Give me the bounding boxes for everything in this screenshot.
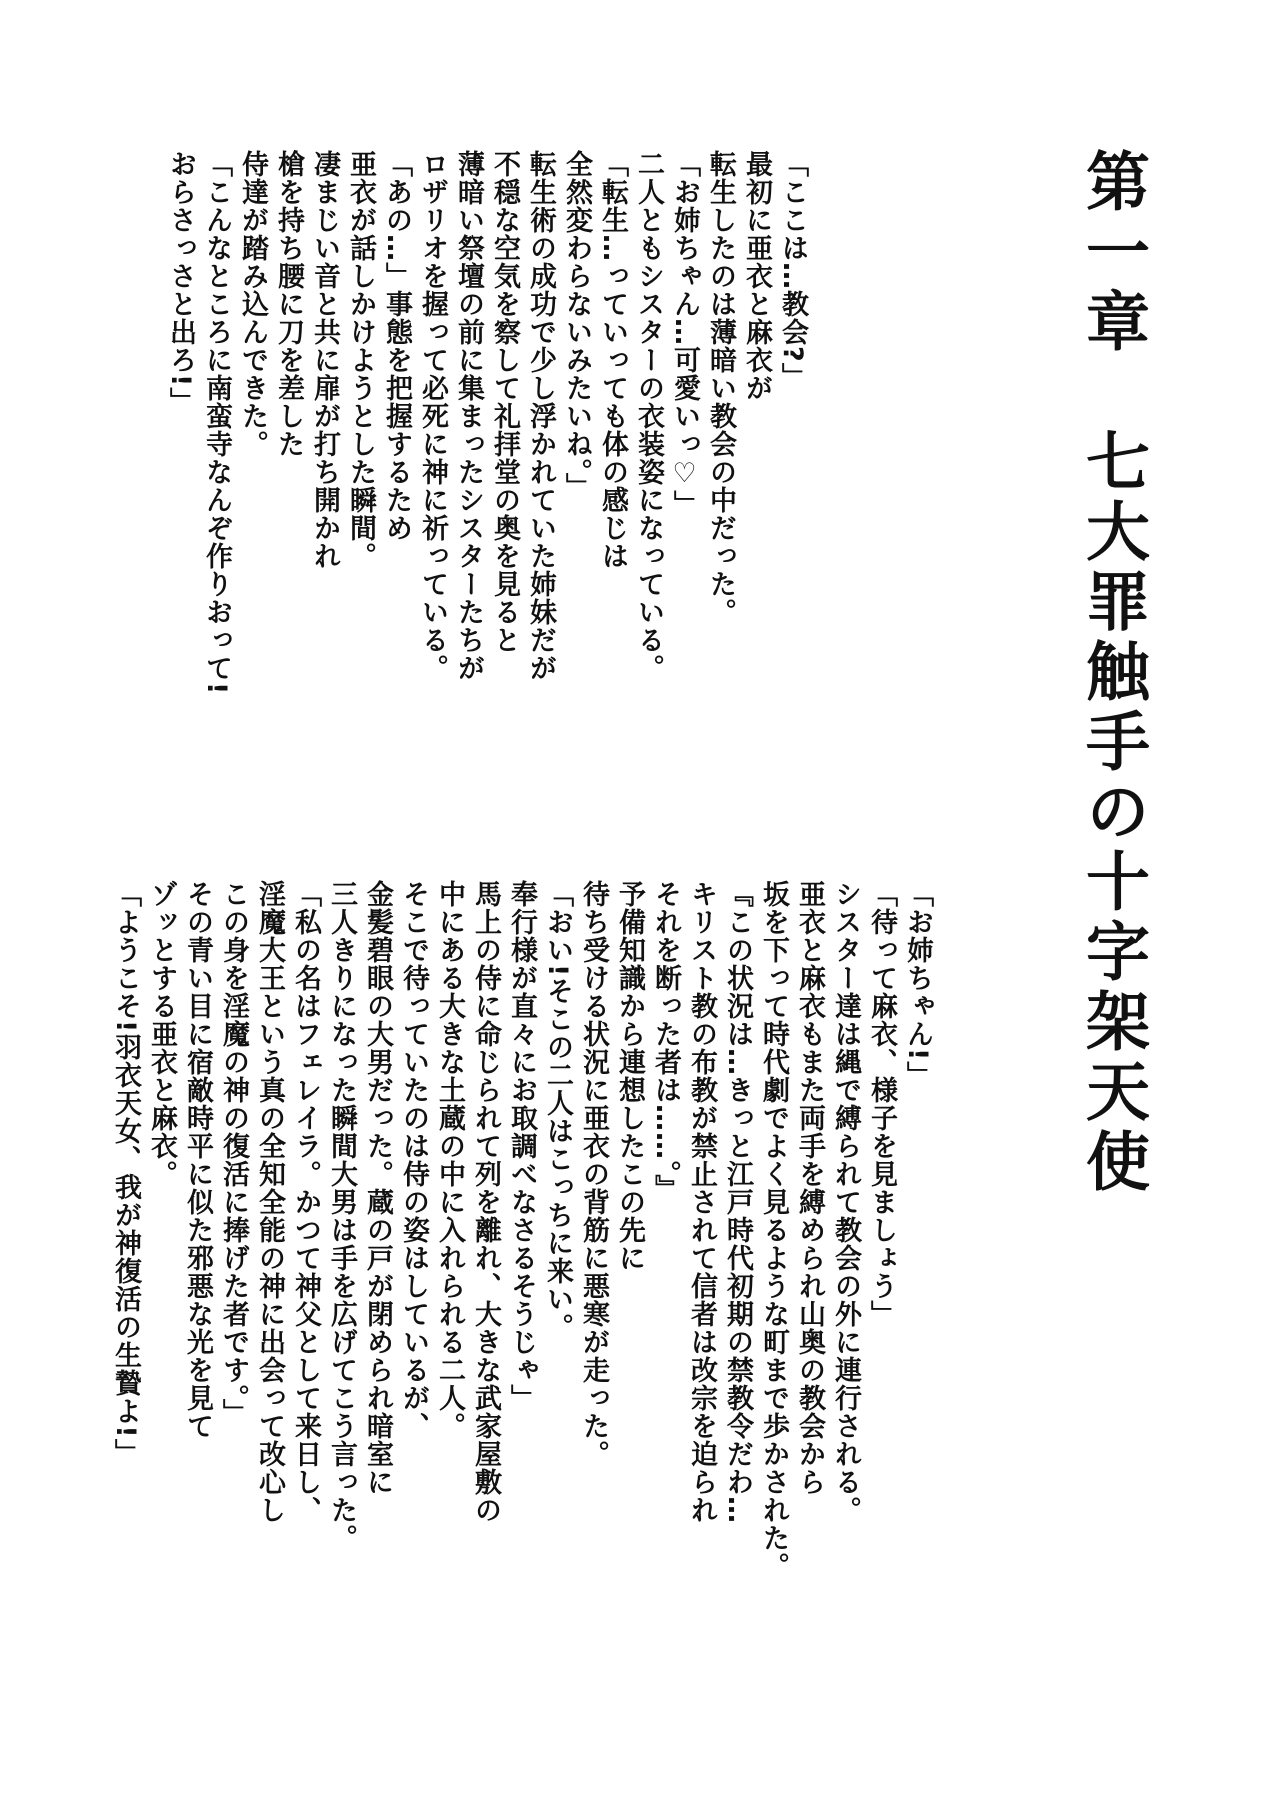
text-line: 「私の名はフェレイラ。かつて神父として来日し、 <box>290 880 321 1524</box>
text-line: 転生したのは薄暗い教会の中だった。 <box>705 150 736 626</box>
text-line: 「待って麻衣、様子を見ましょう」 <box>866 880 897 1328</box>
text-line: 亜衣と麻衣もまた両手を縛められ山奥の教会から <box>794 880 825 1496</box>
text-line: 「お姉ちゃん!」 <box>902 880 933 1090</box>
upper-text-block <box>162 150 810 695</box>
text-line: 予備知識から連想したこの先に <box>614 880 645 1272</box>
text-line: 淫魔大王という真の全知全能の神に出会って改心し <box>254 880 285 1524</box>
text-line: 凄まじい音と共に扉が打ち開かれ <box>309 150 340 570</box>
text-line: 坂を下って時代劇でよく見るような町まで歩かされた。 <box>758 880 789 1580</box>
text-line: 亜衣が話しかけようとした瞬間。 <box>345 150 376 570</box>
text-line: 「ようこそ!羽衣天女、我が神復活の生贄よ!」 <box>110 880 141 1467</box>
text-line: 『この状況は…きっと江戸時代初期の禁教令だわ… <box>722 880 753 1524</box>
text-line: 「転生…っていっても体の感じは <box>597 150 628 570</box>
text-line: 薄暗い祭壇の前に集まったシスターたちが <box>453 150 484 682</box>
text-line: 奉行様が直々にお取調べなさるそうじゃ」 <box>506 880 537 1412</box>
lower-text-block <box>107 880 935 1580</box>
text-line: ロザリオを握って必死に神に祈っている。 <box>417 150 448 682</box>
text-line: その青い目に宿敵時平に似た邪悪な光を見て <box>182 880 213 1440</box>
text-line: シスター達は縄で縛られて教会の外に連行される。 <box>830 880 861 1524</box>
text-line: 二人ともシスターの衣装姿になっている。 <box>633 150 664 682</box>
text-line: 最初に亜衣と麻衣が <box>741 150 772 402</box>
text-line: 全然変わらないみたいね。」 <box>561 150 592 501</box>
text-line: 馬上の侍に命じられて列を離れ、大きな武家屋敷の <box>470 880 501 1524</box>
text-line: 「あの…」事態を把握するため <box>381 150 412 542</box>
text-line: おらさっさと出ろ!」 <box>165 150 196 416</box>
text-line: 転生術の成功で少し浮かれていた姉妹だが <box>525 150 556 682</box>
text-line: 「おい!そこの二人はこっちに来い。 <box>542 880 573 1342</box>
text-line: キリスト教の布教が禁止されて信者は改宗を迫られ <box>686 880 717 1524</box>
text-line: それを断った者は……。』 <box>650 880 681 1203</box>
text-line: 金髪碧眼の大男だった。蔵の戸が閉められ暗室に <box>362 880 393 1496</box>
text-line: ゾッとする亜衣と麻衣。 <box>146 880 177 1188</box>
text-line: 三人きりになった瞬間大男は手を広げてこう言った。 <box>326 880 357 1552</box>
text-line: 不穏な空気を察して礼拝堂の奥を見ると <box>489 150 520 654</box>
text-line: 待ち受ける状況に亜衣の背筋に悪寒が走った。 <box>578 880 609 1468</box>
text-line: 「こんなところに南蛮寺なんぞ作りおって! <box>201 150 232 696</box>
text-line: 槍を持ち腰に刀を差した <box>273 150 304 458</box>
text-line: この身を淫魔の神の復活に捧げた者です。」 <box>218 880 249 1427</box>
text-line: 中にある大きな土蔵の中に入れられる二人。 <box>434 880 465 1440</box>
chapter-title: 第一章 七大罪触手の十字架天使 <box>1075 148 1149 1198</box>
text-line: 侍達が踏み込んできた。 <box>237 150 268 458</box>
text-line: 「お姉ちゃん…可愛いっ♡」 <box>669 150 700 518</box>
text-line: そこで待っていたのは侍の姿はしているが、 <box>398 880 429 1440</box>
text-line: 「ここは…教会?」 <box>777 150 808 391</box>
